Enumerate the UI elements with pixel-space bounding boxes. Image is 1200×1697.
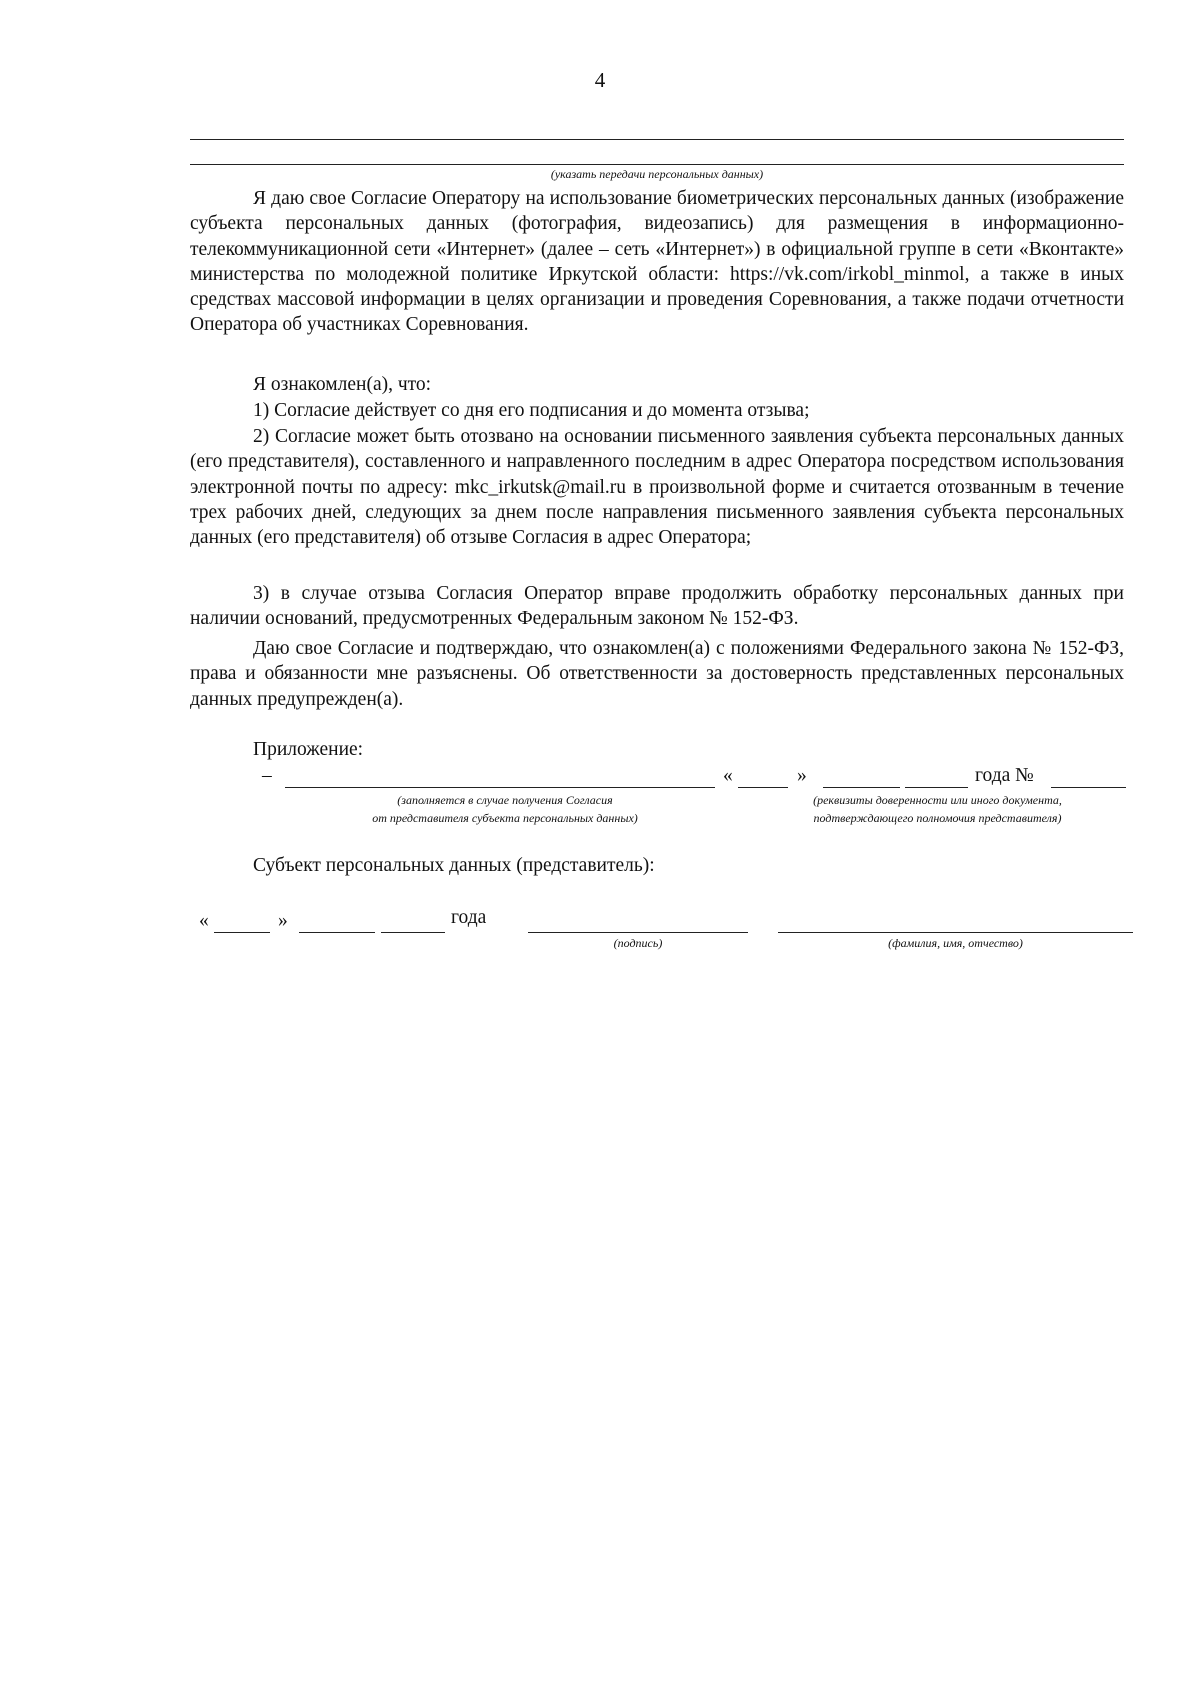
item-2-paragraph: 2) Согласие может быть отозвано на основании письменного заявления субъекта персональных данных (его представителя), составленного и направленного последним в адрес Оператора посредством использования электронной почты по адресу: mkc_irkutsk@mail.ru в произвольной форме и считается отозванным в течение трех рабочих дней, следующих за днем после направления письменного заявления субъекта персональных данных (его представителя) об отзыве Согласия в адрес Оператора; (190, 426, 1124, 549)
signature-year-blank (381, 932, 445, 933)
appendix-year-number-label: года № (975, 765, 1034, 786)
appendix-quote-close: » (797, 765, 807, 786)
appendix-day-blank (738, 787, 788, 788)
signature-year-word: года (451, 907, 487, 928)
appendix-document-blank (285, 787, 715, 788)
signature-day-blank (214, 932, 270, 933)
appendix-number-blank (1051, 787, 1126, 788)
fill-line-top (190, 139, 1124, 140)
subject-label: Субъект персональных данных (представитель): (253, 855, 655, 876)
item-1-paragraph: 1) Согласие действует со дня его подписания и до момента отзыва; (253, 400, 810, 421)
appendix-year-blank (905, 787, 968, 788)
signature-blank (528, 932, 748, 933)
signature-caption: (подпись) (613, 936, 663, 950)
full-name-caption: (фамилия, имя, отчество) (888, 936, 1023, 950)
appendix-dash: – (262, 765, 272, 786)
transfer-caption: (указать передачи персональных данных) (550, 167, 764, 181)
appendix-caption-left: (заполняется в случае получения Согласия от представителя субъекта персональных данных) (372, 793, 638, 825)
signature-quote-close: » (278, 910, 288, 931)
appendix-caption-right: (реквизиты доверенности или иного документа, подтверждающего полномочия представителя) (813, 793, 1062, 825)
appendix-quote-open: « (723, 765, 733, 786)
consent-biometric-paragraph: Я даю свое Согласие Оператору на использование биометрических персональных данных (изображение субъекта персональных данных (фотография, видеозапись) для размещения в информационно-телекоммуникационной сети «Интернет» (далее – сеть «Интернет») в официальной группе в сети «Вконтакте» министерства по молодежной политике Иркутской области: https://vk.com/irkobl_minmol, а также в иных средствах массовой информации в целях организации и проведения Соревнования, а также подачи отчетности Оператора об участниках Соревнования. (190, 188, 1124, 336)
signature-month-blank (299, 932, 375, 933)
item-3-paragraph: 3) в случае отзыва Согласия Оператор вправе продолжить обработку персональных данных при наличии оснований, предусмотренных Федеральным законом № 152-ФЗ. (190, 583, 1124, 630)
acknowledged-paragraph: Я ознакомлен(а), что: (253, 374, 432, 395)
full-name-blank (778, 932, 1133, 933)
final-consent-paragraph: Даю свое Согласие и подтверждаю, что ознакомлен(а) с положениями Федерального закона № 152-ФЗ, права и обязанности мне разъяснены. Об ответственности за достоверность представленных персональных данных предупрежден(а). (190, 638, 1124, 710)
appendix-label: Приложение: (253, 739, 364, 760)
signature-quote-open: « (199, 910, 209, 931)
page-number: 4 (594, 68, 606, 92)
appendix-month-blank (823, 787, 900, 788)
